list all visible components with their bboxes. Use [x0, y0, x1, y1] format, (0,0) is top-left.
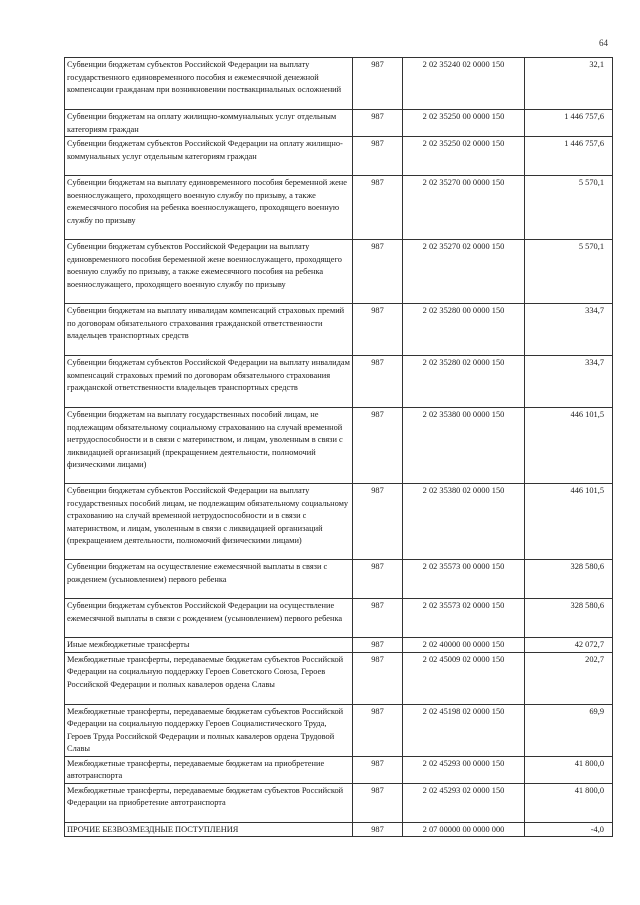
- table-row: [65, 652, 613, 704]
- row-amount: 446 101,5: [525, 408, 613, 484]
- row-budget-code: 2 02 35240 02 0000 150: [403, 58, 525, 110]
- row-name: Межбюджетные трансферты, передаваемые бюджетам субъектов Российской Федерации на социальную поддержку Героев Советского Союза, Героев Российской Федерации и полных кавалеров ордена Славы: [65, 652, 353, 704]
- table-row: [65, 240, 613, 304]
- row-name: Субвенции бюджетам на оплату жилищно-коммунальных услуг отдельным категориям граждан: [65, 110, 353, 137]
- row-admin-code: 987: [353, 110, 403, 137]
- table-row: [65, 704, 613, 756]
- row-name: Субвенции бюджетам субъектов Российской Федерации на оплату жилищно-коммунальных услуг отдельным категориям граждан: [65, 137, 353, 176]
- row-budget-code: 2 02 35573 02 0000 150: [403, 599, 525, 638]
- row-amount: 328 580,6: [525, 599, 613, 638]
- table-row: [65, 58, 613, 110]
- table-row: [65, 484, 613, 560]
- table-row: [65, 783, 613, 822]
- row-budget-code: 2 02 35250 02 0000 150: [403, 137, 525, 176]
- row-admin-code: 987: [353, 176, 403, 240]
- row-budget-code: 2 02 35280 00 0000 150: [403, 304, 525, 356]
- row-amount: 1 446 757,6: [525, 110, 613, 137]
- row-admin-code: 987: [353, 304, 403, 356]
- row-name: ПРОЧИЕ БЕЗВОЗМЕЗДНЫЕ ПОСТУПЛЕНИЯ: [65, 822, 353, 837]
- row-name: Субвенции бюджетам на осуществление ежемесячной выплаты в связи с рождением (усыновлением) первого ребенка: [65, 560, 353, 599]
- row-admin-code: 987: [353, 822, 403, 837]
- row-amount: 41 800,0: [525, 756, 613, 783]
- row-admin-code: 987: [353, 652, 403, 704]
- row-admin-code: 987: [353, 137, 403, 176]
- row-budget-code: 2 02 40000 00 0000 150: [403, 638, 525, 653]
- table-row: [65, 137, 613, 176]
- row-name: Межбюджетные трансферты, передаваемые бюджетам на приобретение автотранспорта: [65, 756, 353, 783]
- row-amount: 202,7: [525, 652, 613, 704]
- row-admin-code: 987: [353, 638, 403, 653]
- table-row: [65, 560, 613, 599]
- row-admin-code: 987: [353, 408, 403, 484]
- row-amount: 5 570,1: [525, 240, 613, 304]
- row-name: Межбюджетные трансферты, передаваемые бюджетам субъектов Российской Федерации на приобретение автотранспорта: [65, 783, 353, 822]
- row-name: Иные межбюджетные трансферты: [65, 638, 353, 653]
- row-name: Субвенции бюджетам субъектов Российской Федерации на выплату единовременного пособия беременной жене военнослужащего, проходящего военную службу по призыву, а также ежемесячного пособия на ребенка военнослужащего, проходящего военную службу по призыву: [65, 240, 353, 304]
- table-row: [65, 176, 613, 240]
- row-amount: 42 072,7: [525, 638, 613, 653]
- table-row: [65, 822, 613, 837]
- row-name: Субвенции бюджетам на выплату государственных пособий лицам, не подлежащим обязательному социальному страхованию на случай временной нетрудоспособности и в связи с материнством, и лицам, уволенным в связи с ликвидацией организаций (прекращением деятельности, полномочий физическими лицами): [65, 408, 353, 484]
- row-budget-code: 2 02 45293 02 0000 150: [403, 783, 525, 822]
- table-row: [65, 756, 613, 783]
- row-admin-code: 987: [353, 240, 403, 304]
- row-admin-code: 987: [353, 756, 403, 783]
- table-row: [65, 408, 613, 484]
- page-number: 64: [599, 38, 608, 48]
- row-budget-code: 2 02 45198 02 0000 150: [403, 704, 525, 756]
- row-name: Межбюджетные трансферты, передаваемые бюджетам субъектов Российской Федерации на социальную поддержку Героев Социалистического Труда, Героев Труда Российской Федерации и полных кавалеров ордена Трудовой Славы: [65, 704, 353, 756]
- row-name: Субвенции бюджетам субъектов Российской Федерации на выплату инвалидам компенсаций страховых премий по договорам обязательного страхования гражданской ответственности владельцев транспортных средств: [65, 356, 353, 408]
- row-admin-code: 987: [353, 783, 403, 822]
- row-name: Субвенции бюджетам субъектов Российской Федерации на осуществление ежемесячной выплаты в связи с рождением (усыновлением) первого ребенка: [65, 599, 353, 638]
- row-admin-code: 987: [353, 704, 403, 756]
- row-name: Субвенции бюджетам на выплату инвалидам компенсаций страховых премий по договорам обязательного страхования гражданской ответственности владельцев транспортных средств: [65, 304, 353, 356]
- table-row: [65, 599, 613, 638]
- row-budget-code: 2 02 45009 02 0000 150: [403, 652, 525, 704]
- row-budget-code: 2 02 35280 02 0000 150: [403, 356, 525, 408]
- row-budget-code: 2 02 35250 00 0000 150: [403, 110, 525, 137]
- table-row: [65, 110, 613, 137]
- row-name: Субвенции бюджетам субъектов Российской Федерации на выплату государственных пособий лицам, не подлежащим обязательному социальному страхованию на случай временной нетрудоспособности и в связи с материнством, и лицам, уволенным в связи с ликвидацией организаций (прекращением деятельности, полномочий физическими лицами): [65, 484, 353, 560]
- table-row: [65, 638, 613, 653]
- row-budget-code: 2 02 35380 02 0000 150: [403, 484, 525, 560]
- table-row: [65, 304, 613, 356]
- row-name: Субвенции бюджетам на выплату единовременного пособия беременной жене военнослужащего, проходящего военную службу по призыву, а также ежемесячного пособия на ребенка военнослужащего, проходящего военную службу по призыву: [65, 176, 353, 240]
- row-amount: 41 800,0: [525, 783, 613, 822]
- budget-revenue-table: [64, 57, 613, 837]
- row-amount: 328 580,6: [525, 560, 613, 599]
- row-admin-code: 987: [353, 560, 403, 599]
- row-amount: 446 101,5: [525, 484, 613, 560]
- row-budget-code: 2 02 35270 02 0000 150: [403, 240, 525, 304]
- row-budget-code: 2 07 00000 00 0000 000: [403, 822, 525, 837]
- row-budget-code: 2 02 45293 00 0000 150: [403, 756, 525, 783]
- row-amount: 334,7: [525, 304, 613, 356]
- row-amount: 5 570,1: [525, 176, 613, 240]
- row-budget-code: 2 02 35380 00 0000 150: [403, 408, 525, 484]
- row-admin-code: 987: [353, 356, 403, 408]
- row-admin-code: 987: [353, 484, 403, 560]
- row-amount: 32,1: [525, 58, 613, 110]
- row-budget-code: 2 02 35270 00 0000 150: [403, 176, 525, 240]
- row-amount: 69,9: [525, 704, 613, 756]
- row-admin-code: 987: [353, 599, 403, 638]
- row-amount: 334,7: [525, 356, 613, 408]
- row-admin-code: 987: [353, 58, 403, 110]
- row-name: Субвенции бюджетам субъектов Российской Федерации на выплату государственного единовременного пособия и ежемесячной денежной компенсации гражданам при возникновении поствакцинальных осложнений: [65, 58, 353, 110]
- row-amount: 1 446 757,6: [525, 137, 613, 176]
- table-row: [65, 356, 613, 408]
- row-amount: -4,0: [525, 822, 613, 837]
- row-budget-code: 2 02 35573 00 0000 150: [403, 560, 525, 599]
